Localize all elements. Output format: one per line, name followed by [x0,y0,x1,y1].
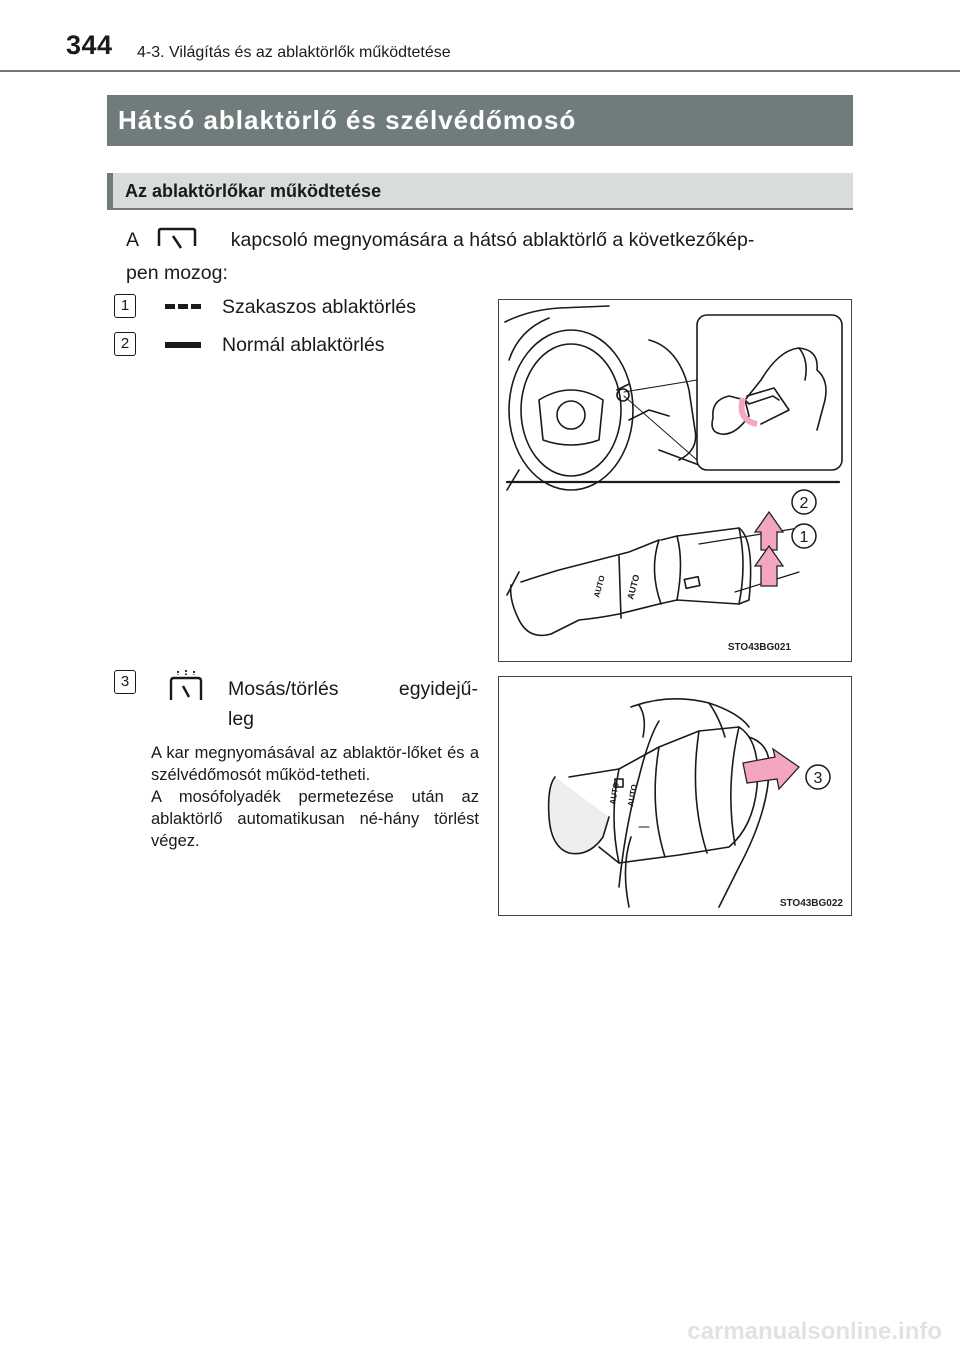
wiper-lever-illustration [499,300,850,660]
description-para-2: A mosófolyadék permetezése után az ablaktörlő automatikusan né-hány törlést végez. [151,788,479,850]
callout-2: 2 [799,495,809,512]
intro-paragraph [126,224,856,290]
callout-1: 1 [799,529,809,546]
intermittent-wipe-icon [165,300,203,318]
figure-wiper-lever [498,299,852,662]
item-number-3: 3 [114,670,136,694]
figure-id-2: STO43BG022 [779,898,843,909]
wash-wipe-icon [168,669,204,708]
auto-label-b: AUTO [625,573,642,601]
subsection-title [107,173,853,210]
description [151,742,479,852]
auto-label-a: AUTO [592,574,607,599]
item-label-3-line2: leg [228,708,255,730]
normal-wipe-icon [165,338,203,356]
running-head: 4-3. Világítás és az ablaktörlők működtetése [137,44,451,61]
item-label-3 [228,674,478,734]
item-label-3-line1: Mosás/törlés egyidejű- [228,678,478,700]
intro-line2: pen mozog: [126,262,228,284]
item-number-2: 2 [114,332,136,356]
rear-wiper-icon [155,226,199,252]
callout-3: 3 [813,770,823,787]
push-arrow-3 [743,749,799,789]
item-label-1: Szakaszos ablaktörlés [222,296,417,318]
figure-id-1: STO43BG021 [727,642,791,653]
auto-label-c: AUTO [608,781,621,806]
intro-prefix: A [126,229,138,251]
subsection-title-text: Az ablaktörlőkar működtetése [125,181,382,201]
wash-wipe-illustration [499,677,850,914]
item-number-1: 1 [114,294,136,318]
push-arrows [755,512,783,586]
item-label-2: Normál ablaktörlés [222,334,385,356]
intro-suffix: kapcsoló megnyomására a hátsó ablaktörlő a következőkép- [230,229,755,251]
auto-label-d: AUTO [626,783,639,808]
figure-wash-wipe [498,676,852,916]
header-rule [0,70,960,72]
description-para-1: A kar megnyomásával az ablaktör-lőket és a szélvédőmosót működ-tetheti. [151,744,479,784]
section-title: Hátsó ablaktörlő és szélvédőmosó [107,95,853,146]
page-number: 344 [66,30,113,60]
watermark: carmanualsonline.info [687,1318,942,1345]
